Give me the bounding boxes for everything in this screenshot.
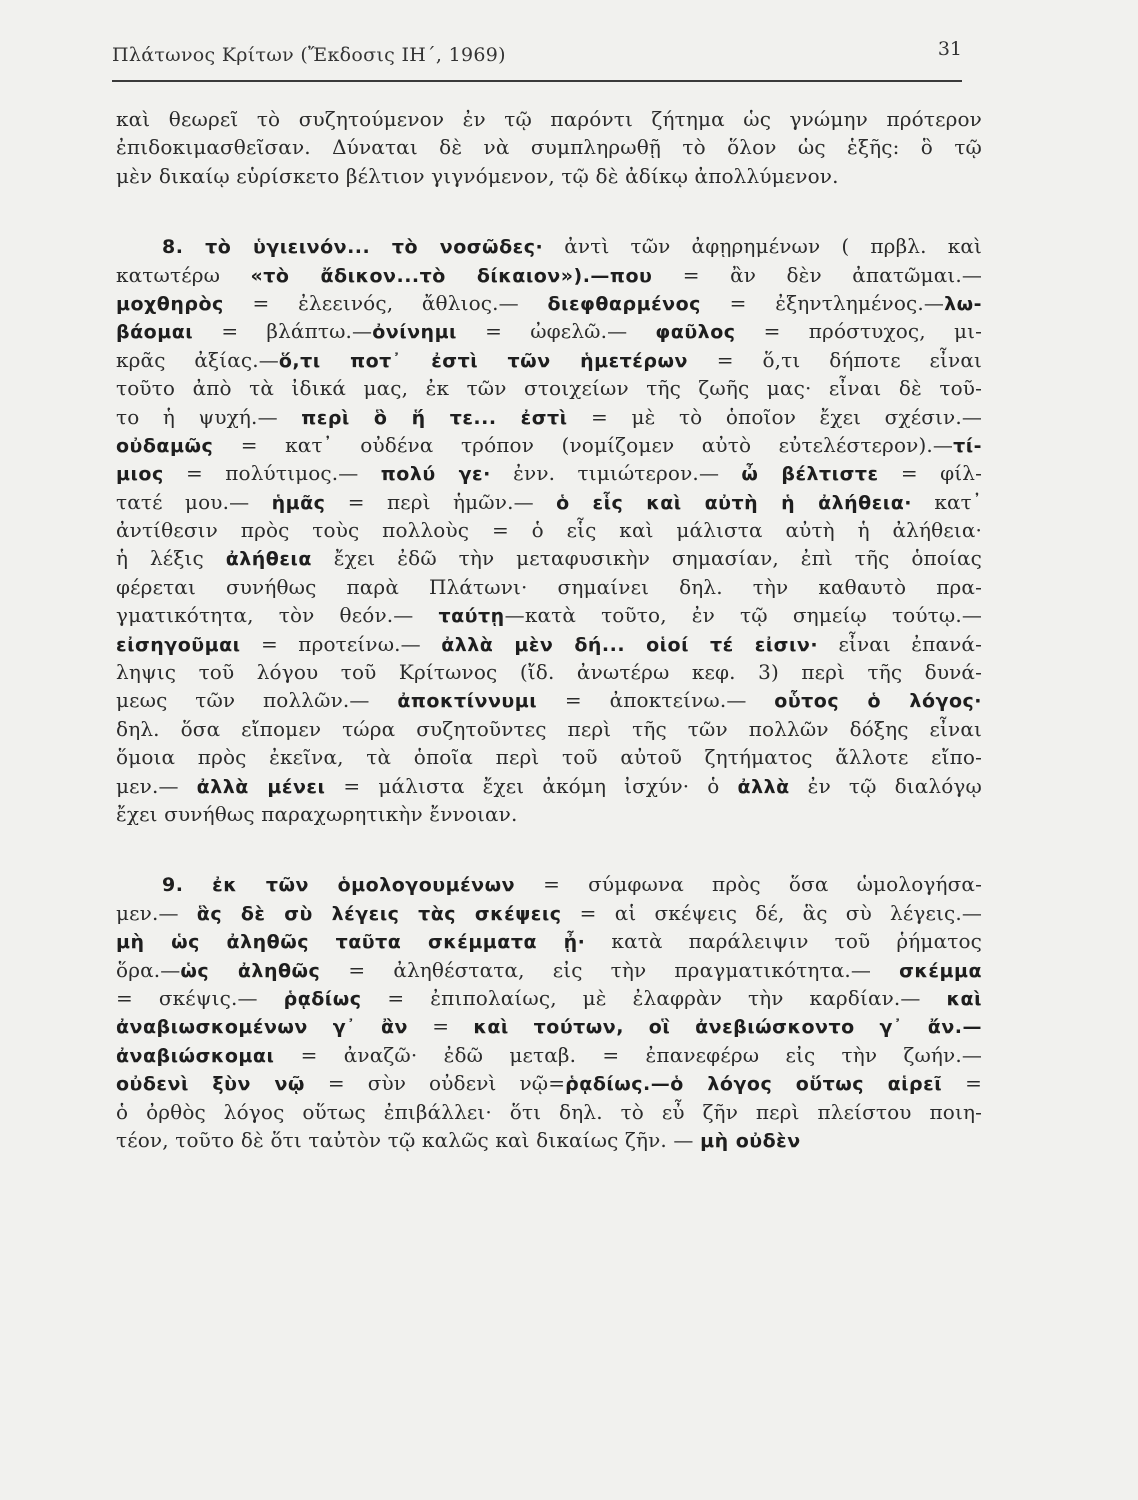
gloss-text: —κατὰ τοῦτο, ἐν τῷ σημείῳ τούτῳ.— (504, 603, 982, 628)
gloss-text: μεν.— (116, 773, 197, 798)
commentary-text (116, 105, 982, 1154)
paragraph-gap (116, 828, 982, 870)
lemma-term: οὐδενὶ ξὺν νῷ (116, 1073, 305, 1096)
gloss-text: = ἀναζῶ· ἐδῶ μεταβ. = ἐπανεφέρω εἰς τὴν ζωήν.— (274, 1042, 982, 1067)
gloss-text: γματικότητα, τὸν θεόν.— (116, 603, 439, 628)
lemma-term: διεφθαρμένος (547, 292, 701, 315)
lemma-term: βάομαι (116, 321, 194, 344)
gloss-text: εἶναι ἐπανά- (818, 631, 982, 656)
text-line (116, 261, 982, 289)
gloss-text: = ὅ,τι δήποτε εἶναι (687, 347, 982, 372)
lemma-term: μοχθηρὸς (116, 292, 224, 315)
text-line (116, 630, 982, 658)
text-line (116, 984, 982, 1012)
text-line (116, 956, 982, 984)
lemma-term: ὡς ἀληθῶς (180, 959, 321, 982)
text-line (116, 133, 982, 161)
gloss-text: = ἀποκτείνω.— (537, 688, 775, 713)
text-line (116, 544, 982, 572)
lemma-term: ἀναβιωσκομένων γ᾽ ἂν (116, 1016, 408, 1039)
lemma-term: ἀλήθεια (225, 548, 312, 571)
text-line (116, 1012, 982, 1040)
lemma-term: καὶ (946, 987, 982, 1010)
text-line (116, 899, 982, 927)
paragraph-gap (116, 190, 982, 232)
gloss-text: ὅμοια πρὸς ἐκεῖνα, τὰ ὁποῖα περὶ τοῦ αὐτοῦ ζητήματος ἄλλοτε εἴπο- (116, 745, 982, 770)
gloss-text: = βλάπτω.— (193, 319, 373, 344)
text-line (116, 346, 982, 374)
gloss-text: ἀντίθεσιν πρὸς τοὺς πολλοὺς = ὁ εἷς καὶ μάλιστα αὐτὴ ἡ ἀλήθεια· (116, 518, 982, 543)
gloss-text: καὶ θεωρεῖ τὸ συζητούμενον ἐν τῷ παρόντι ζήτημα ὡς γνώμην πρότερον (116, 107, 982, 131)
lemma-term: οὗτος ὁ λόγος· (774, 690, 982, 713)
text-line (116, 1041, 982, 1069)
text-line (116, 1098, 982, 1126)
gloss-text: = ἀληθέστατα, εἰς τὴν πραγματικότητα.— (320, 957, 900, 982)
gloss-text: μεν.— (116, 900, 197, 925)
gloss-text: ἐπιδοκιμασθεῖσαν. Δύναται δὲ νὰ συμπληρωθῇ τὸ ὅλον ὡς ἑξῆς: ὃ τῷ (116, 135, 982, 160)
text-line (116, 772, 982, 800)
gloss-text: = ἂν δὲν ἀπατῶμαι.— (652, 262, 982, 287)
text-line (116, 658, 982, 686)
gloss-text: ἡ λέξις (116, 546, 226, 571)
gloss-text: κατ᾽ (911, 489, 982, 514)
text-line (116, 870, 982, 898)
lemma-term: ῥᾳδίως.—ὁ λόγος οὕτως αἱρεῖ (565, 1073, 943, 1096)
gloss-text: τέον, τοῦτο δὲ ὅτι ταὐτὸν τῷ καλῶς καὶ δικαίως ζῆν. — (116, 1127, 701, 1152)
text-line (116, 686, 982, 714)
gloss-text: το ἡ ψυχή.— (116, 404, 302, 429)
lemma-term: μὴ οὐδὲν (700, 1129, 801, 1152)
gloss-text: ληψις τοῦ λόγου τοῦ Κρίτωνος (ἴδ. ἀνωτέρω κεφ. 3) περὶ τῆς δυνά- (116, 660, 982, 685)
gloss-text: = σὺν οὐδενὶ νῷ= (304, 1071, 566, 1096)
gloss-text: = φίλ- (878, 461, 982, 486)
gloss-text: μὲν δικαίῳ εὑρίσκετο βέλτιον γιγνόμενον, τῷ δὲ ἀδίκῳ ἀπολλύμενον. (116, 163, 839, 188)
gloss-text: κατωτέρω (116, 262, 251, 287)
lemma-term: φαῦλος (655, 321, 736, 344)
lemma-term: ὅ,τι ποτ᾽ ἐστὶ τῶν ἡμετέρων (278, 349, 688, 372)
lemma-term: μιος (116, 463, 164, 486)
lemma-term: 9. ἐκ τῶν ὁμολογουμένων (162, 874, 516, 897)
running-title: Πλάτωνος Κρίτων (Ἔκδοσις ΙΗ΄, 1969) (112, 44, 506, 66)
gloss-text: = προτείνω.— (240, 631, 442, 656)
lemma-term: ταύτῃ (438, 605, 505, 628)
gloss-text: ἀντὶ τῶν ἀφῃρημένων ( πρβλ. καὶ (543, 234, 982, 259)
lemma-term: ἀλλὰ μὲν δή... οἱοί τέ εἰσιν· (441, 633, 819, 656)
gloss-text: = σύμφωνα πρὸς ὅσα ὡμολογήσα- (515, 872, 982, 897)
lemma-term: εἰσηγοῦμαι (116, 633, 241, 656)
gloss-text: ἐνν. τιμιώτερον.— (490, 461, 742, 486)
gloss-text: δηλ. ὅσα εἴπομεν τώρα συζητοῦντες περὶ τῆς τῶν πολλῶν δόξης εἶναι (116, 716, 982, 741)
lemma-term: 8. τὸ ὑγιεινόν... τὸ νοσῶδες· (162, 236, 544, 259)
text-line (116, 1126, 982, 1154)
gloss-text: ἔχει συνήθως παραχωρητικὴν ἔννοιαν. (116, 801, 518, 826)
gloss-text: = κατ᾽ οὐδένα τρόπον (νομίζομεν αὐτὸ εὐτελέστερον).— (213, 432, 954, 457)
gloss-text: ἐν τῷ διαλόγῳ (789, 773, 982, 798)
page-header (112, 38, 962, 72)
gloss-text: τατέ μου.— (116, 489, 272, 514)
gloss-text: = σκέψις.— (116, 985, 284, 1010)
lemma-term: τί- (953, 434, 982, 457)
lemma-term: «τὸ ἄδικον...τὸ δίκαιον»).—που (250, 264, 653, 287)
lemma-term: μὴ ὡς ἀληθῶς ταῦτα σκέμματα ᾖ· (116, 931, 586, 954)
gloss-text: = ἐξηντλημένος.— (700, 290, 945, 315)
text-line (116, 573, 982, 601)
lemma-term: περὶ ὃ ἥ τε... ἐστὶ (301, 406, 568, 429)
lemma-term: ῥᾳδίως (283, 987, 362, 1010)
gloss-text: = περὶ ἡμῶν.— (325, 489, 557, 514)
text-line (116, 289, 982, 317)
gloss-text: = μὲ τὸ ὁποῖον ἔχει σχέσιν.— (567, 404, 982, 429)
gloss-text: = αἱ σκέψεις δέ, ἃς σὺ λέγεις.— (561, 900, 982, 925)
gloss-text: τοῦτο ἀπὸ τὰ ἰδικά μας, ἐκ τῶν στοιχείων τῆς ζωῆς μας· εἶναι δὲ τοῦ- (116, 376, 982, 401)
gloss-text: = (407, 1014, 474, 1039)
lemma-term: πολύ γε· (380, 463, 491, 486)
gloss-text: = ἐπιπολαίως, μὲ ἐλαφρὰν τὴν καρδίαν.— (361, 985, 947, 1010)
gloss-text: = πολύτιμος.— (163, 461, 381, 486)
text-line (116, 715, 982, 743)
gloss-text: μεως τῶν πολλῶν.— (116, 688, 398, 713)
lemma-term: ὁ εἷς καὶ αὐτὴ ἡ ἀλήθεια· (556, 491, 912, 514)
lemma-term: ἀποκτίννυμι (397, 690, 538, 713)
lemma-term: ἀλλὰ (737, 775, 790, 798)
lemma-term: λω- (944, 292, 982, 315)
gloss-text: κρᾶς ἀξίας.— (116, 347, 279, 372)
gloss-text: = μάλιστα ἔχει ἀκόμη ἰσχύν· ὁ (325, 773, 738, 798)
gloss-text: κατὰ παράλειψιν τοῦ ῥήματος (585, 929, 982, 954)
lemma-term: ἃς δὲ σὺ λέγεις τὰς σκέψεις (196, 902, 562, 925)
text-line (116, 403, 982, 431)
gloss-text: ὅρα.— (116, 957, 181, 982)
text-line (116, 459, 982, 487)
gloss-text: = ἐλεεινός, ἄθλιος.— (223, 290, 548, 315)
text-line (116, 800, 982, 828)
text-line (116, 927, 982, 955)
text-line (116, 374, 982, 402)
text-line (116, 431, 982, 459)
lemma-term: ἀναβιώσκομαι (116, 1044, 275, 1067)
lemma-term: καὶ τούτων, οἳ ἀνεβιώσκοντο γ᾽ ἄν.— (473, 1016, 982, 1039)
lemma-term: ὀνίνημι (372, 321, 457, 344)
gloss-text: = πρόστυχος, μι- (735, 319, 982, 344)
text-line (116, 1069, 982, 1097)
lemma-term: σκέμμα (899, 959, 982, 982)
page-number: 31 (937, 38, 962, 60)
text-line (116, 105, 982, 133)
lemma-term: οὐδαμῶς (116, 434, 214, 457)
gloss-text: = (942, 1071, 982, 1096)
text-line (116, 601, 982, 629)
text-line (116, 743, 982, 771)
gloss-text: ὁ ὀρθὸς λόγος οὕτως ἐπιβάλλει· ὅτι δηλ. τὸ εὖ ζῆν περὶ πλείστου ποιη- (116, 1099, 982, 1124)
lemma-term: ἀλλὰ μένει (196, 775, 326, 798)
gloss-text: φέρεται συνήθως παρὰ Πλάτωνι· σημαίνει δηλ. τὴν καθαυτὸ πρα- (116, 574, 982, 599)
text-line (116, 162, 982, 190)
text-line (116, 232, 982, 260)
header-rule (112, 80, 962, 82)
text-line (116, 516, 982, 544)
gloss-text: = ὠφελῶ.— (456, 319, 656, 344)
text-line (116, 488, 982, 516)
gloss-text: ἔχει ἐδῶ τὴν μεταφυσικὴν σημασίαν, ἐπὶ τῆς ὁποίας (311, 546, 982, 571)
text-line (116, 317, 982, 345)
lemma-term: ἡμᾶς (271, 491, 326, 514)
lemma-term: ὦ βέλτιστε (741, 463, 879, 486)
